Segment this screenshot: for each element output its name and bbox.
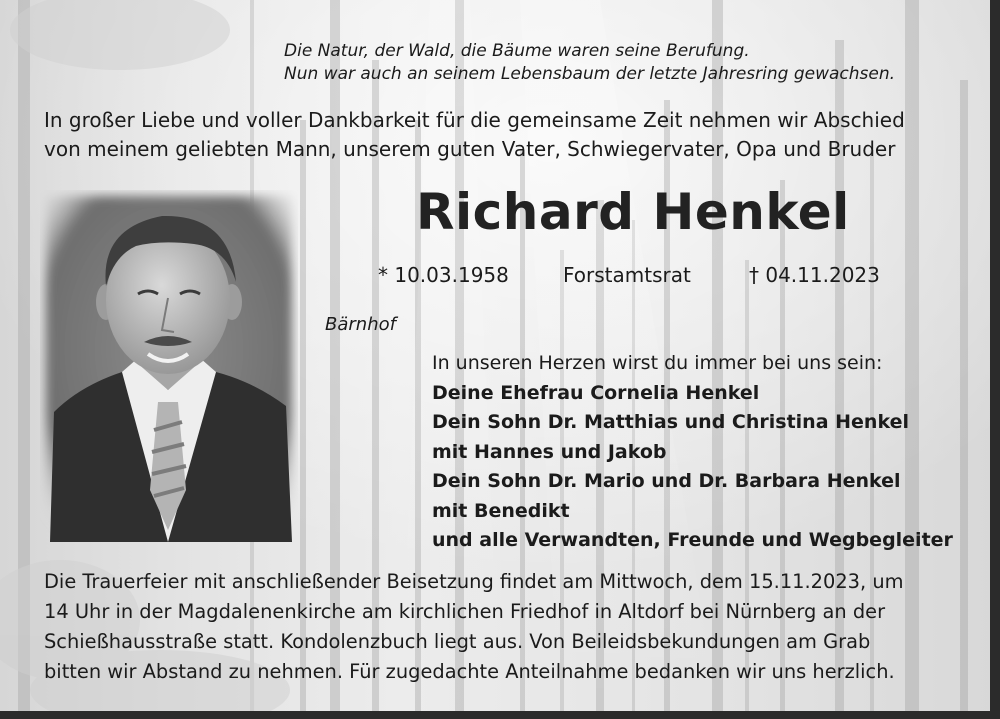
- mourners-list: [432, 349, 953, 556]
- funeral-info-line: Schießhausstraße statt. Kondolenzbuch liegt aus. Von Beileidsbekundungen am Grab: [44, 630, 871, 653]
- intro-text: [44, 106, 905, 164]
- job-title: Forstamtsrat: [563, 263, 691, 287]
- funeral-info: [44, 567, 904, 687]
- mourner-line: und alle Verwandten, Freunde und Wegbegleiter: [432, 529, 953, 551]
- funeral-info-line: bitten wir Abstand zu nehmen. Für zugedachte Anteilnahme bedanken wir uns herzlich.: [44, 660, 895, 683]
- intro-line-1: In großer Liebe und voller Dankbarkeit für die gemeinsame Zeit nehmen wir Abschied: [44, 108, 905, 132]
- portrait-photo: [40, 190, 298, 542]
- death-date: † 04.11.2023: [749, 263, 880, 287]
- quote-line-1: Die Natur, der Wald, die Bäume waren seine Berufung.: [284, 41, 750, 61]
- mourners-intro: In unseren Herzen wirst du immer bei uns sein:: [432, 352, 883, 374]
- funeral-info-line: 14 Uhr in der Magdalenenkirche am kirchlichen Friedhof in Altdorf bei Nürnberg an der: [44, 600, 886, 623]
- mourner-line: Deine Ehefrau Cornelia Henkel: [432, 381, 760, 404]
- mourner-line: Dein Sohn Dr. Mario und Dr. Barbara Henkel: [432, 470, 901, 492]
- birth-date: * 10.03.1958: [378, 263, 509, 287]
- mourner-line: mit Hannes und Jakob: [432, 440, 667, 463]
- funeral-info-line: Die Trauerfeier mit anschließender Beisetzung findet am Mittwoch, dem 15.11.2023, um: [44, 570, 904, 593]
- mourner-line: Dein Sohn Dr. Matthias und Christina Henkel: [432, 411, 909, 433]
- quote-line-2: Nun war auch an seinem Lebensbaum der letzte Jahresring gewachsen.: [284, 64, 896, 84]
- mourner-line: mit Benedikt: [432, 499, 570, 522]
- deceased-name: Richard Henkel: [416, 183, 850, 241]
- intro-line-2: von meinem geliebten Mann, unserem guten Vater, Schwiegervater, Opa und Bruder: [44, 137, 896, 161]
- place-name: Bärnhof: [325, 314, 396, 335]
